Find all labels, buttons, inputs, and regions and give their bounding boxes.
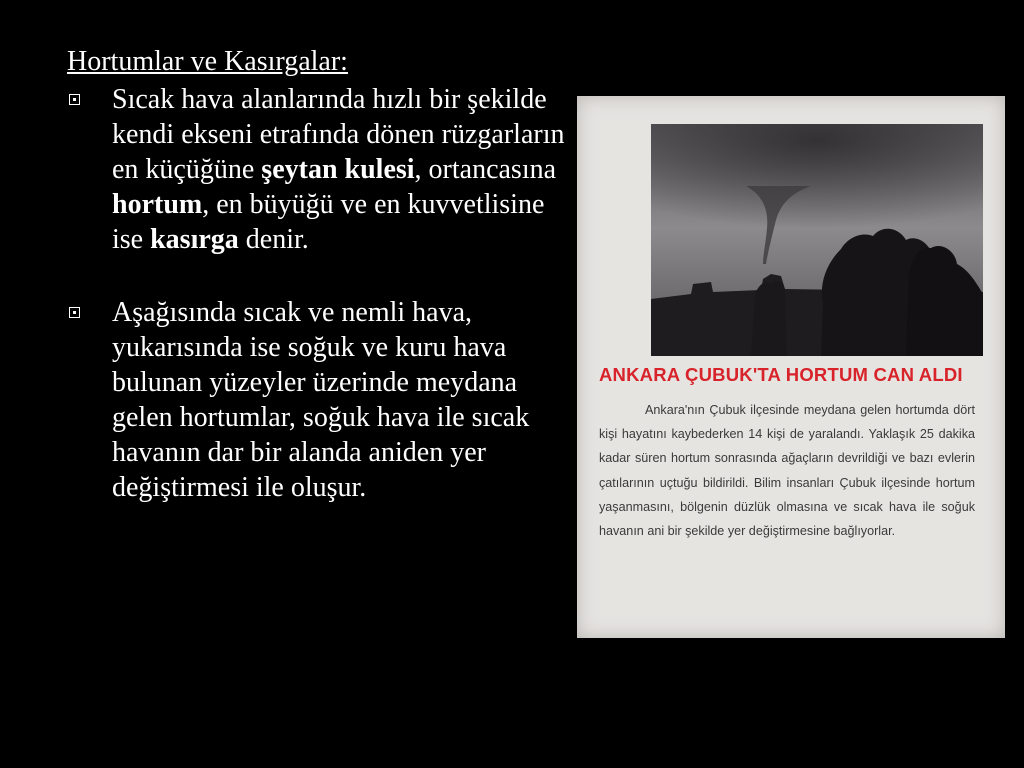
bullet-item — [67, 295, 567, 505]
tornado-photo — [651, 124, 983, 356]
square-bullet-icon — [69, 94, 80, 105]
text-run: , ortancasına — [414, 154, 557, 185]
text-run: Sıcak hava alanlarında hızlı bir şekilde kendi ekseni etrafında dönen rüzgarların en küçüğüne — [112, 84, 565, 185]
newspaper-clipping — [577, 96, 1005, 638]
slide-title: Hortumlar ve Kasırgalar: — [67, 46, 348, 77]
text-run: Aşağısında sıcak ve nemli hava, yukarısında ise soğuk ve kuru hava bulunan yüzeyler üzerinde meydana gelen hortumlar, soğuk hava ile sıcak havanın dar bir alanda aniden yer değiştirmesi ile oluşur. — [112, 297, 530, 503]
bullet-text — [112, 295, 567, 505]
bullet-list — [67, 82, 567, 505]
text-run: denir. — [238, 224, 309, 255]
bold-term: kasırga — [150, 224, 239, 255]
bold-term: şeytan kulesi — [261, 154, 415, 185]
square-bullet-icon — [69, 307, 80, 318]
clipping-headline: ANKARA ÇUBUK'TA HORTUM CAN ALDI — [599, 364, 963, 385]
bold-term: hortum — [112, 189, 203, 220]
text-run: , en büyüğü ve en kuvvetlisine ise — [112, 189, 545, 255]
bullet-text — [112, 82, 567, 257]
bullet-item — [67, 82, 567, 257]
clipping-article: Ankara'nın Çubuk ilçesinde meydana gelen hortumda dört kişi hayatını kaybederken 14 kişi de yaralandı. Yaklaşık 25 dakika kadar süren hortum sonrasında ağaçların devrildiği ve bazı evlerin çatılarının uçtuğu bildirildi. Bilim insanları Çubuk ilçesinde hortum yaşanmasını, bölgenin düzlük olmasına ve sıcak hava ile soğuk havanın ani bir şekilde yer değiştirmesine bağlıyorlar. — [599, 403, 975, 539]
